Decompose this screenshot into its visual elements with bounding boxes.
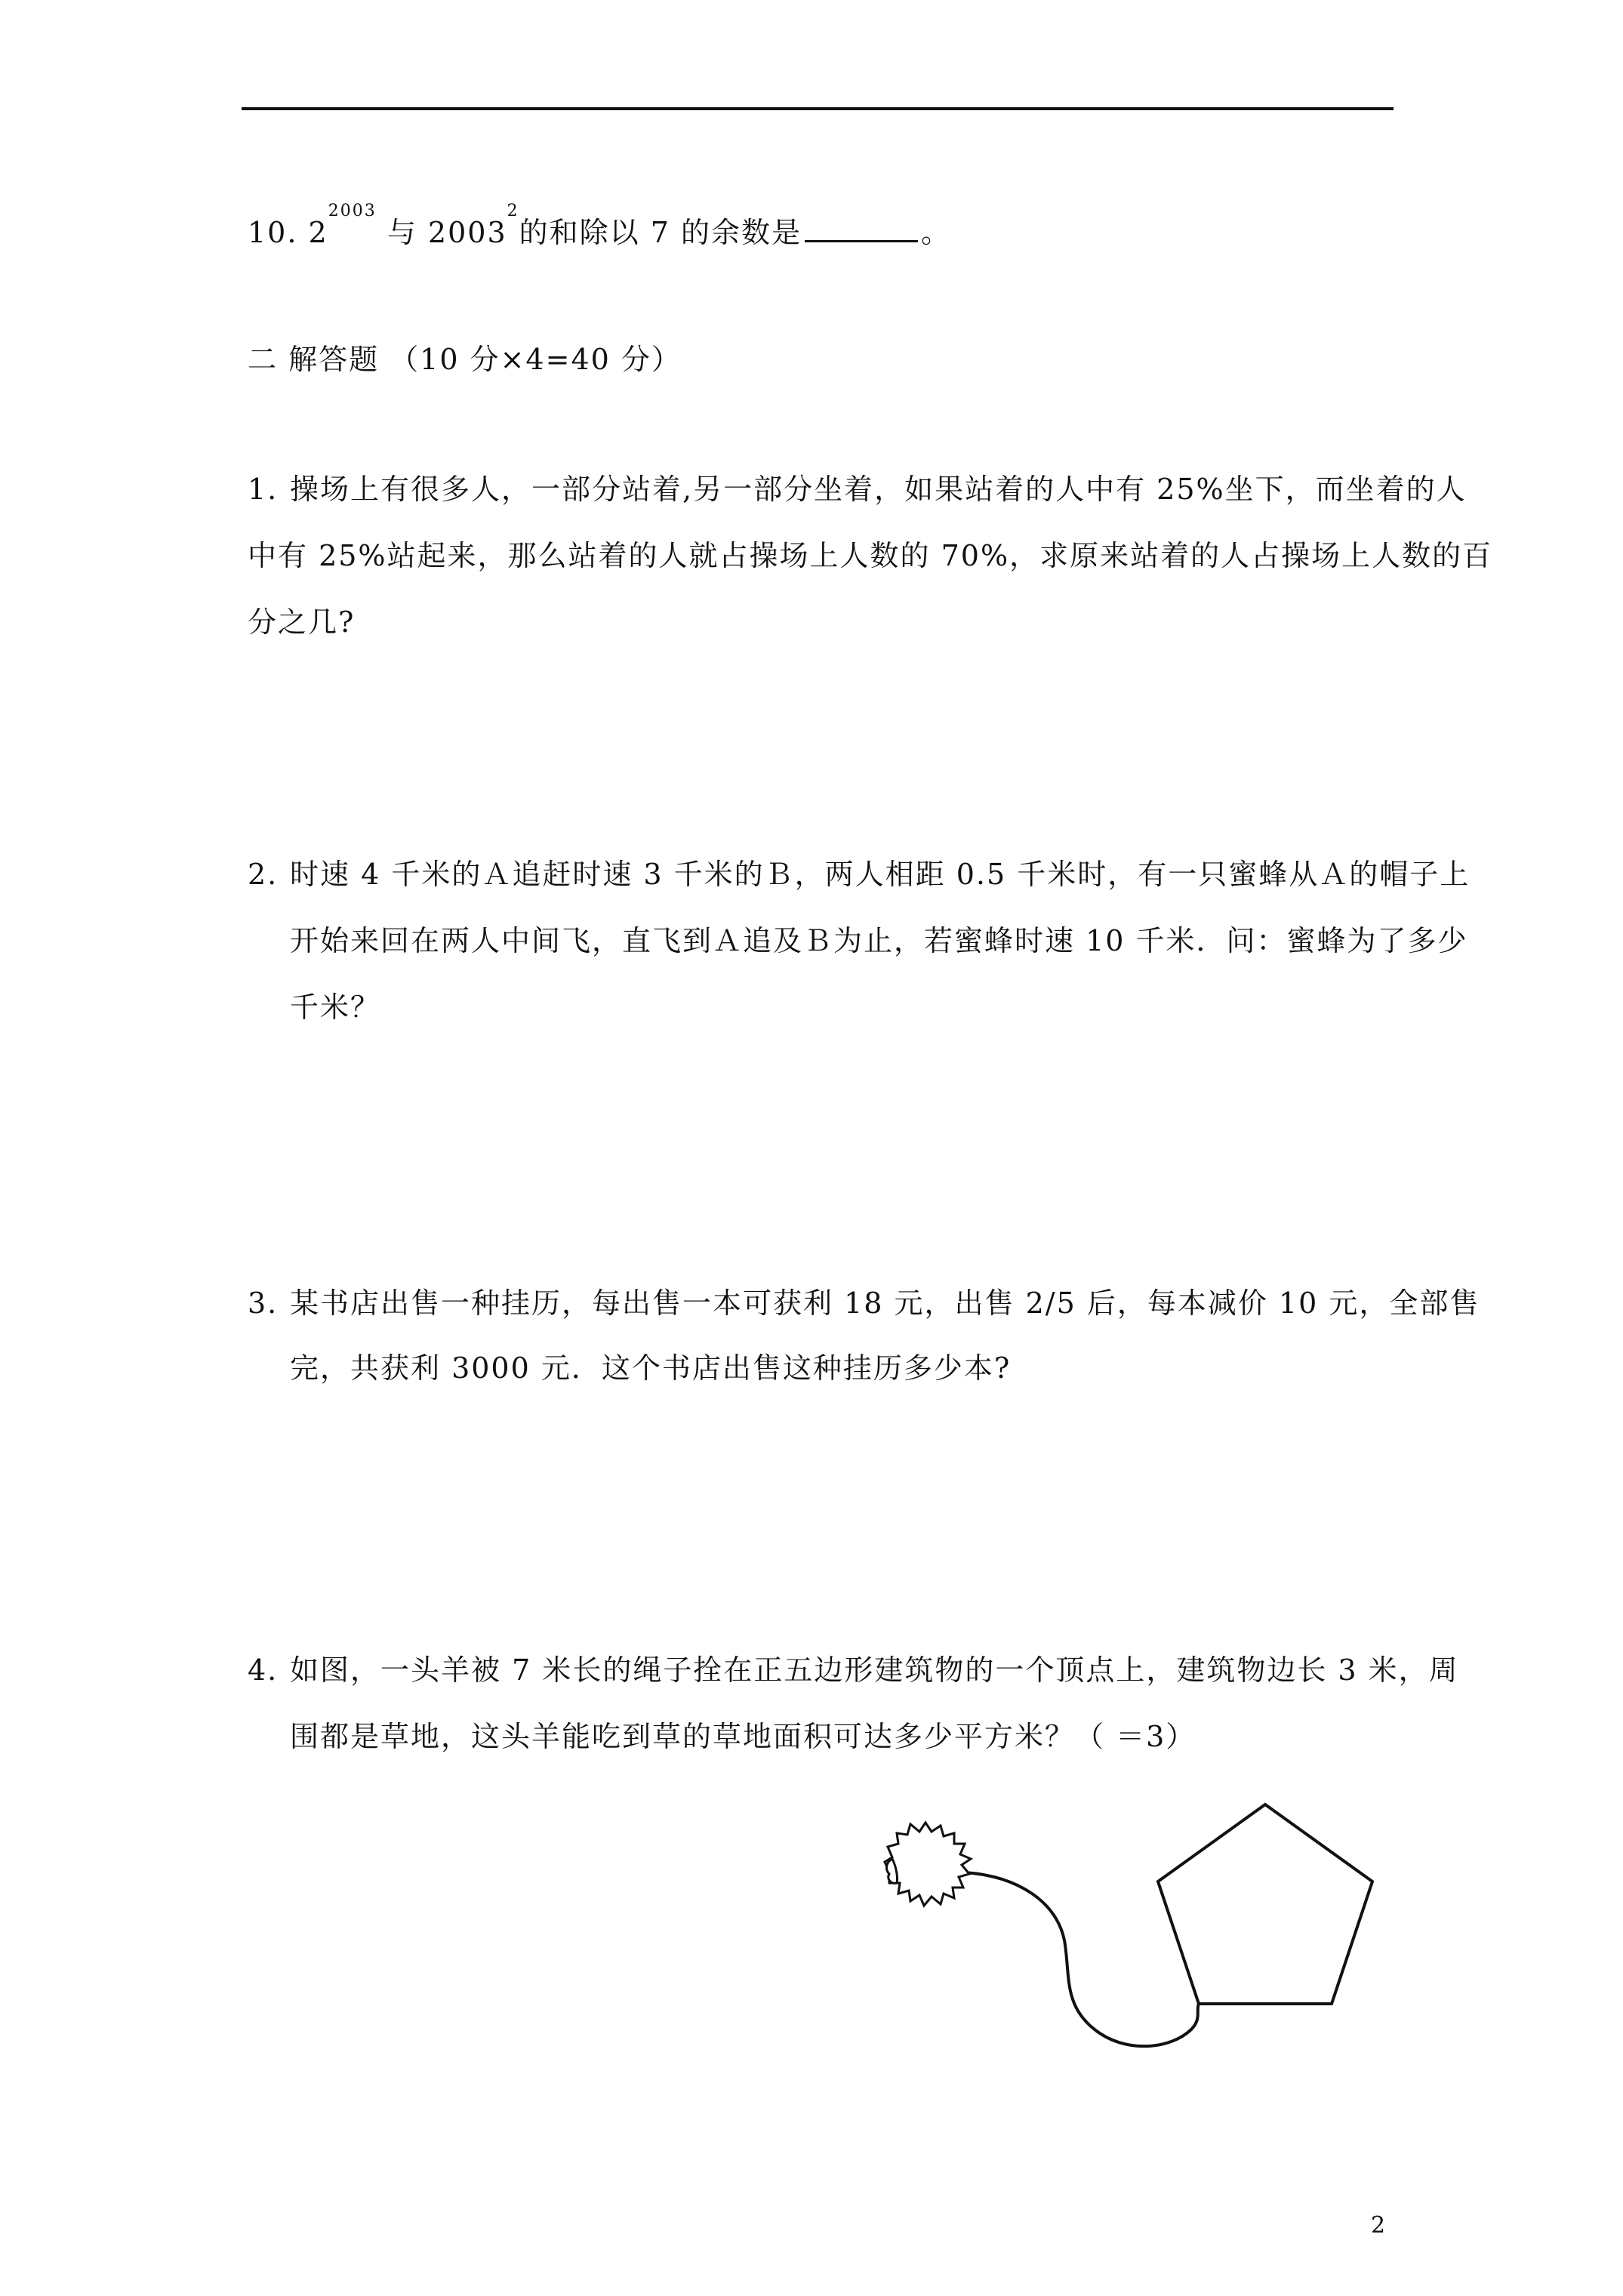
header-rule [242, 107, 1394, 110]
problem-2-line-2: 开始来回在两人中间飞，直飞到Ａ追及Ｂ为止，若蜜蜂时速 10 千米．问：蜜蜂为了多少 [290, 924, 1468, 957]
problem-4-line-2: 围都是草地，这头羊能吃到草的草地面积可达多少平方米？（ ＝3） [290, 1720, 1196, 1753]
problem-1-line-2: 中有 25%站起来，那么站着的人就占操场上人数的 70%，求原来站着的人占操场上人数的百 [248, 539, 1493, 572]
problem-text: 某书店出售一种挂历，每出售一本可获利 18 元，出售 2/5 后，每本减价 10 元，全部售 [290, 1287, 1480, 1320]
base-2: 2 [308, 216, 328, 249]
base-2003: 2003 [427, 216, 507, 249]
problem-text: 操场上有很多人，一部分站着,另一部分坐着，如果站着的人中有 25%坐下，而坐着的人 [290, 473, 1467, 506]
sheep-pentagon-figure [876, 1789, 1389, 2076]
problem-2-line-1 [248, 856, 1470, 892]
question-end: 。 [920, 216, 951, 249]
problem-3-line-2: 完，共获利 3000 元．这个书店出售这种挂历多少本? [290, 1351, 1012, 1385]
exponent-2003: 2003 [328, 202, 377, 220]
problem-number: 3. [248, 1287, 279, 1320]
problem-number: 2. [248, 858, 279, 891]
exponent-2: 2 [507, 202, 519, 220]
problem-1-line-3: 分之几? [248, 606, 356, 639]
section-heading: 二 解答题 （10 分×4=40 分） [248, 343, 682, 376]
problem-2-line-3: 千米？ [290, 991, 381, 1024]
problem-number: 1. [248, 473, 279, 506]
question-10 [248, 202, 951, 251]
pentagon-building [1158, 1804, 1372, 2004]
answer-blank[interactable] [805, 214, 918, 242]
problem-4-line-1 [248, 1652, 1459, 1688]
page-number: 2 [1371, 2212, 1386, 2239]
connector: 与 [387, 216, 417, 249]
sheep-icon [885, 1823, 971, 1906]
question-number: 10. [248, 216, 298, 249]
problem-1-line-1 [248, 471, 1467, 507]
question-text: 的和除以 7 的余数是 [519, 216, 802, 249]
problem-text: 时速 4 千米的Ａ追赶时速 3 千米的Ｂ，两人相距 0.5 千米时，有一只蜜蜂从Ａ的帽子上 [290, 858, 1471, 891]
problem-3-line-1 [248, 1285, 1480, 1321]
problem-text: 如图，一头羊被 7 米长的绳子拴在正五边形建筑物的一个顶点上，建筑物边长 3 米，周 [290, 1653, 1459, 1687]
problem-number: 4. [248, 1653, 279, 1687]
